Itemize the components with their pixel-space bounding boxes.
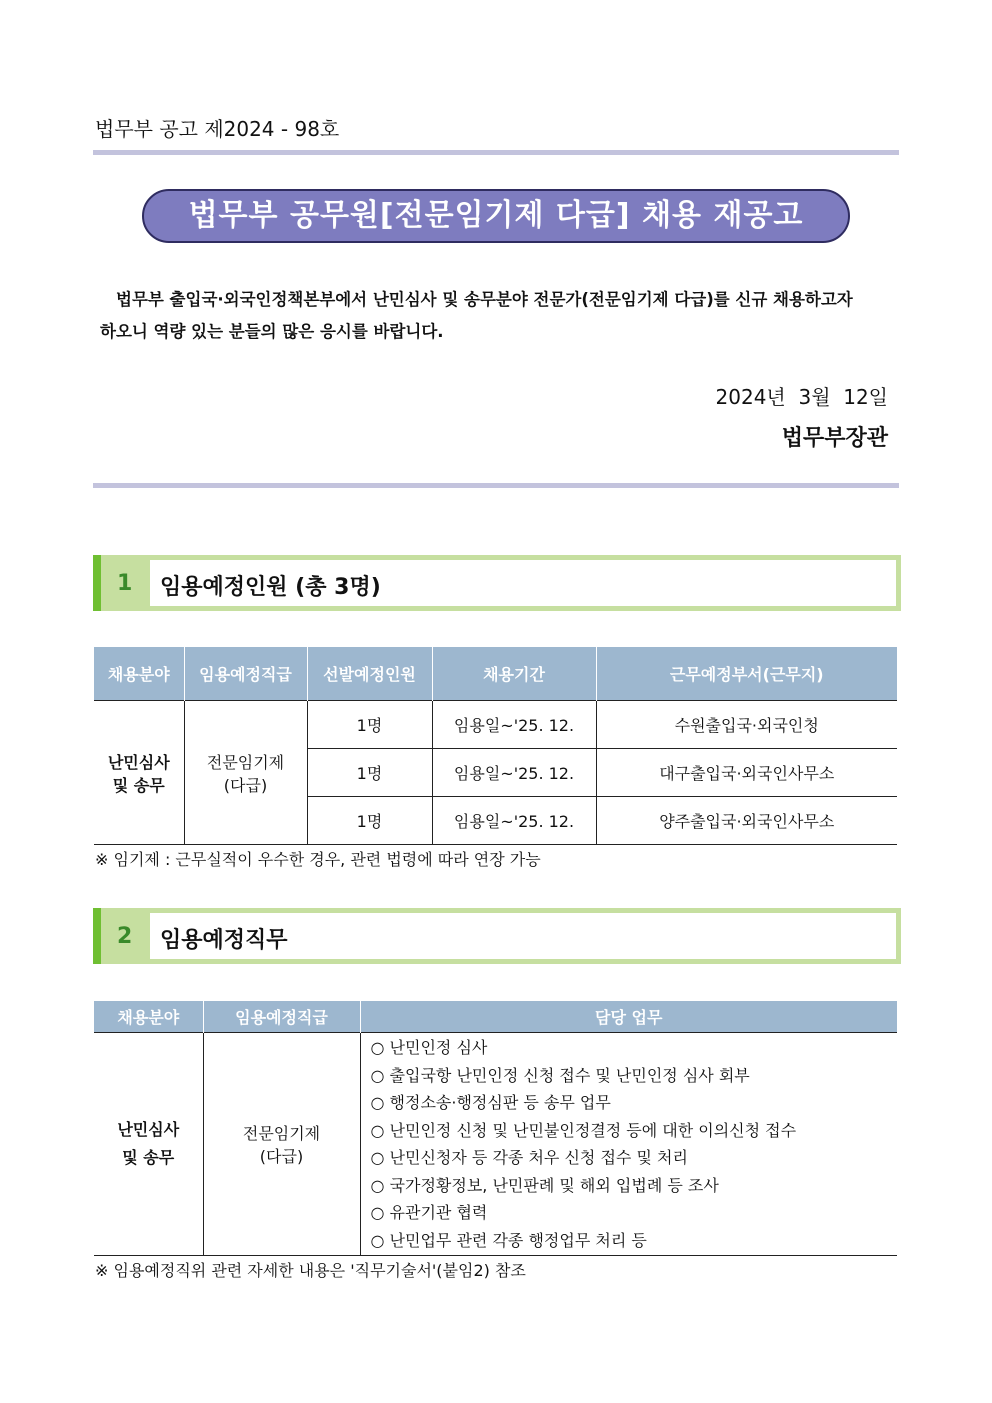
duty-item: ○ 난민업무 관련 각종 행정업무 처리 등 [370,1230,647,1250]
grade-line-1: 전문임기제 [206,752,285,772]
field-line-1: 난민심사 [107,752,170,772]
grade-line-2: (다급) [259,1147,304,1166]
intro-line-2: 하오니 역량 있는 분들의 많은 응시를 바랍니다. [100,322,444,341]
field-cell [94,701,184,845]
period-cell: 임용일~'25. 12. [432,749,596,797]
field-line-2: 및 송무 [112,775,165,795]
section-2-number: 2 [117,924,133,949]
grade-cell [203,1033,360,1256]
table-header-row [94,1001,897,1033]
duties-table [94,1001,897,1256]
duty-item: ○ 난민인정 심사 [370,1038,488,1057]
bottom-divider [93,483,899,488]
table-header-row [94,647,897,701]
intro-line-1: 법무부 출입국·외국인정책본부에서 난민심사 및 송무분야 전문가(전문임기제 다급)를 신규 채용하고자 [116,290,853,309]
recruitment-table [94,647,897,845]
grade-cell [184,701,307,845]
col-field: 채용분야 [94,647,184,701]
duty-item: ○ 국가정황정보, 난민판례 및 해외 입법례 등 조사 [370,1175,719,1195]
top-divider [93,150,899,155]
duties-cell [360,1033,897,1256]
grade-line-2: (다급) [223,775,268,795]
dept-cell: 양주출입국·외국인사무소 [596,797,897,845]
section-1-title: 임용예정인원 (총 3명) [160,575,381,600]
intro-paragraph [100,284,895,348]
field-line-1: 난민심사 [117,1120,180,1139]
notice-number: 법무부 공고 제2024 - 98호 [95,117,340,141]
field-cell [94,1033,203,1256]
col-grade: 임용예정직급 [203,1001,360,1033]
section-1-note: ※ 임기제 : 근무실적이 우수한 경우, 관련 법령에 따라 연장 가능 [95,850,541,869]
period-cell: 임용일~'25. 12. [432,797,596,845]
duty-item: ○ 난민신청자 등 각종 처우 신청 접수 및 처리 [370,1148,688,1167]
dept-cell: 대구출입국·외국인사무소 [596,749,897,797]
grade-line-1: 전문임기제 [242,1124,321,1143]
section-1-number: 1 [117,571,133,596]
duty-item: ○ 행정소송·행정심판 등 송무 업무 [370,1093,611,1112]
period-cell: 임용일~'25. 12. [432,701,596,749]
count-cell: 1명 [307,797,432,845]
table-row [94,701,897,749]
page-title: 법무부 공무원[전문임기제 다급] 채용 재공고 [142,189,850,243]
col-grade: 임용예정직급 [184,647,307,701]
duty-item: ○ 난민인정 신청 및 난민불인정결정 등에 대한 이의신청 접수 [370,1120,797,1140]
duty-item: ○ 유관기관 협력 [370,1203,488,1222]
col-dept: 근무예정부서(근무지) [596,647,897,701]
count-cell: 1명 [307,701,432,749]
dept-cell: 수원출입국·외국인청 [596,701,897,749]
section-2-title: 임용예정직무 [160,928,288,953]
field-line-2: 및 송무 [122,1148,175,1167]
col-duties: 담당 업무 [360,1001,897,1033]
notice-date: 2024년 3월 12일 [715,385,888,409]
signer: 법무부장관 [781,425,888,451]
section-2-note: ※ 임용예정직위 관련 자세한 내용은 '직무기술서'(붙임2) 참조 [95,1261,526,1280]
section-2-header [93,908,901,964]
count-cell: 1명 [307,749,432,797]
col-field: 채용분야 [94,1001,203,1033]
duty-item: ○ 출입국항 난민인정 신청 접수 및 난민인정 심사 회부 [370,1065,750,1085]
col-period: 채용기간 [432,647,596,701]
table-row [94,1033,897,1256]
section-1-header [93,555,901,611]
col-count: 선발예정인원 [307,647,432,701]
